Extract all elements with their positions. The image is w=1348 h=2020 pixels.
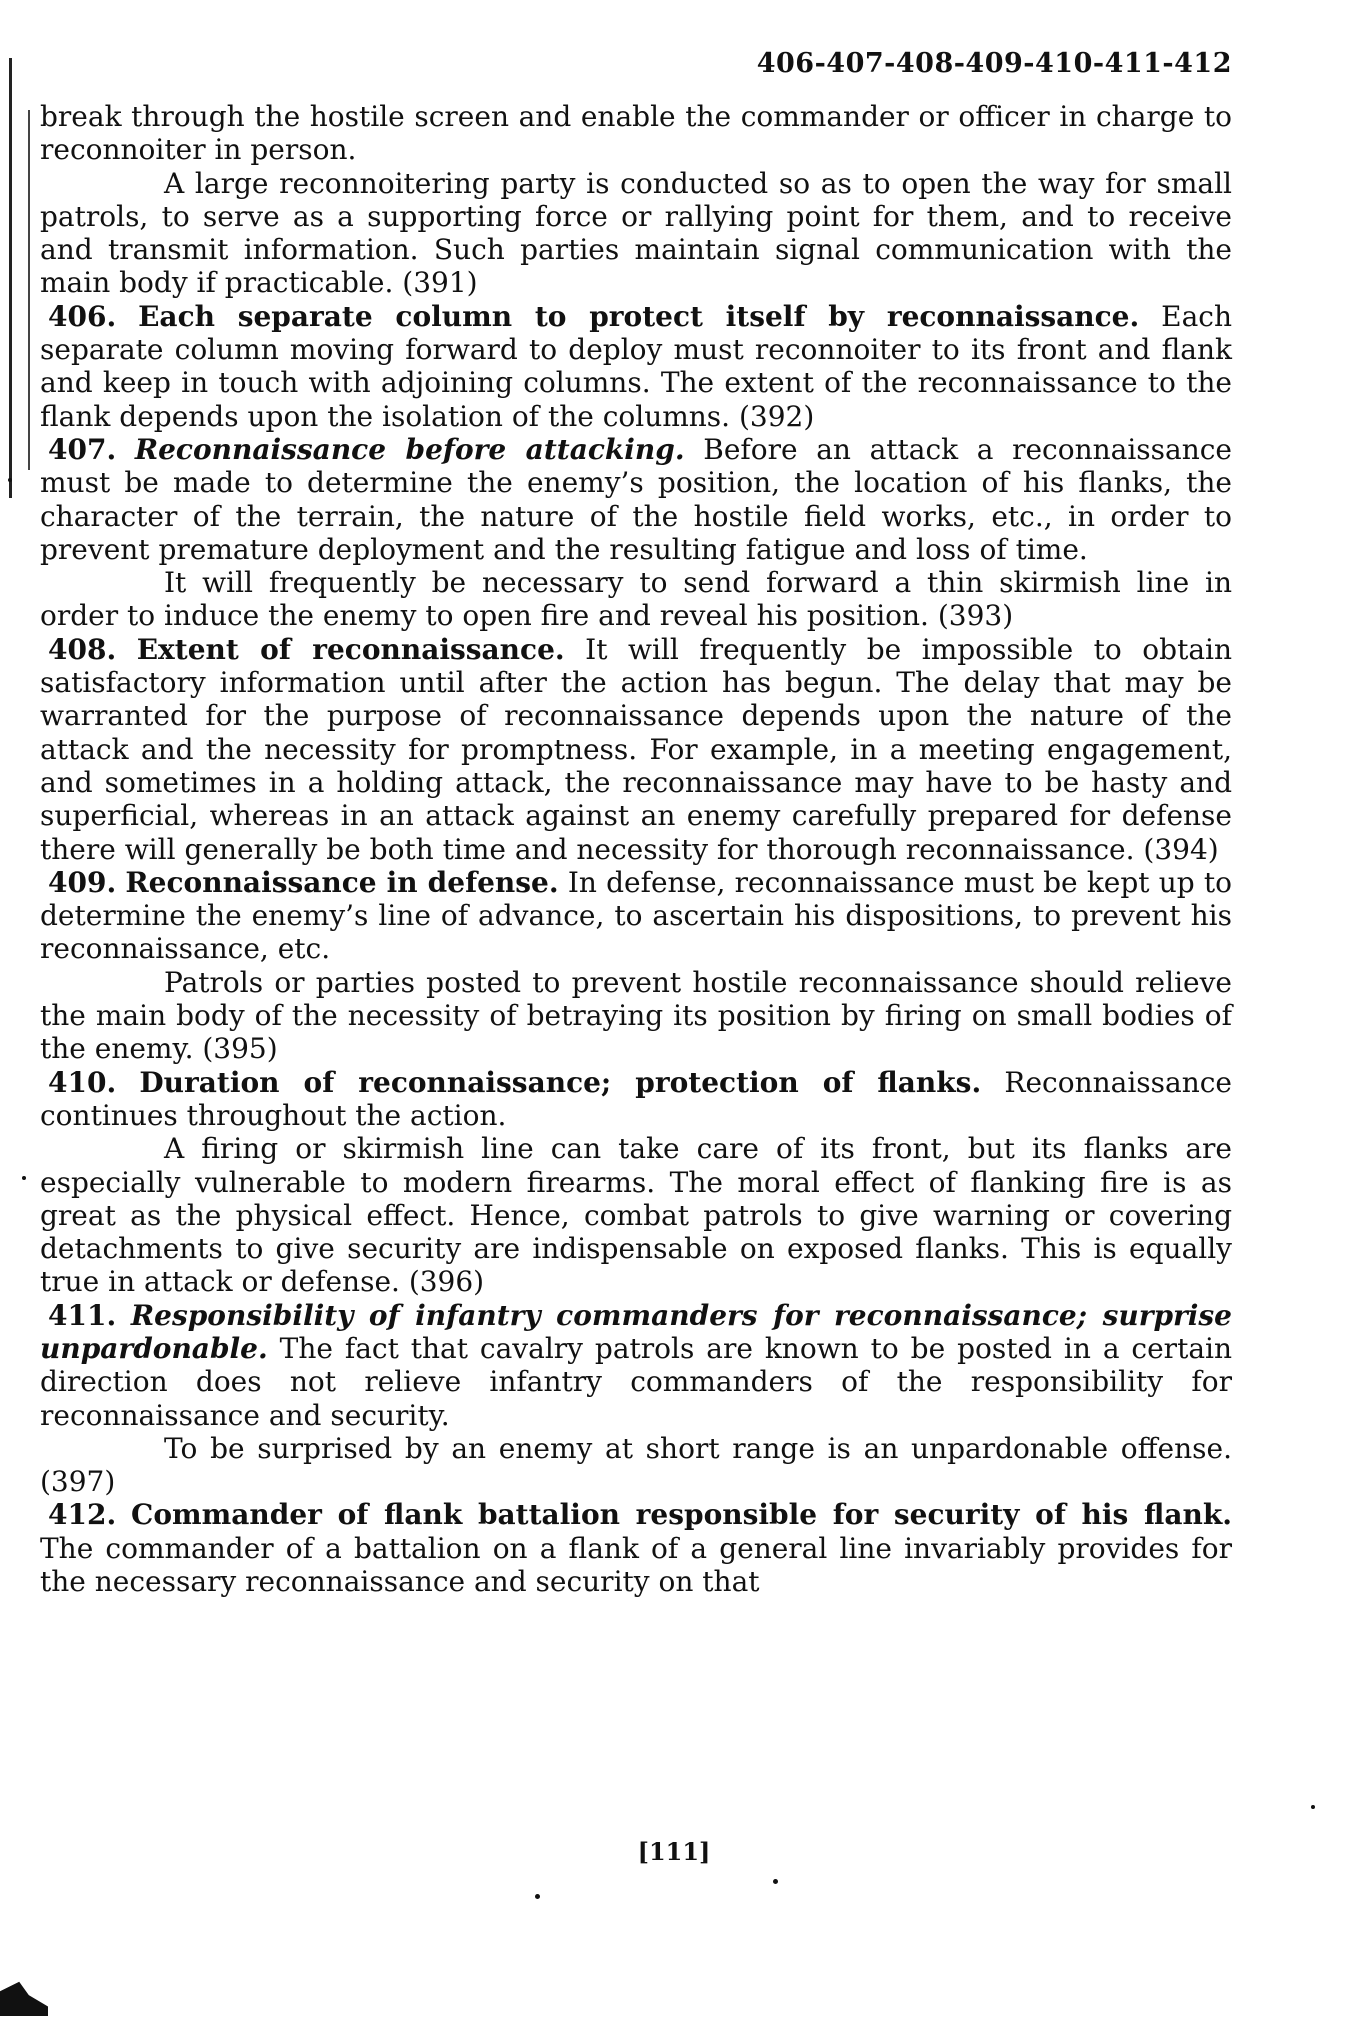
section-408 [40, 633, 1232, 866]
paragraph: Patrols or parties posted to prevent hostile reconnaissance should relieve the main body of the necessity of betraying its position by firing on small bodies of the enemy. (395) [40, 965, 1232, 1066]
section-412 [40, 1498, 1232, 1598]
section-heading: Each separate column to protect itself by reconnaissance. [138, 299, 1140, 333]
section-heading: Responsibility of infantry commanders for reconnaissance; surprise unpardonable. [40, 1298, 1232, 1365]
scan-speck [535, 1894, 540, 1899]
section-heading: Extent of reconnaissance. [136, 632, 565, 666]
section-heading: Commander of flank battalion responsible for security of his flank. [131, 1498, 1232, 1532]
section-body: Each separate column moving forward to deploy must reconnoiter to its front and flank and keep in touch with adjoining columns. The extent of the reconnaissance to the flank depends upon the isolation of the columns. (392) [40, 299, 1232, 433]
scan-speck [773, 1879, 778, 1884]
section-range-header: 406-407-408-409-410-411-412 [756, 48, 1232, 79]
paragraph: It will frequently be necessary to send forward a thin skirmish line in order to induce the enemy to open fire and reveal his position. (393) [40, 566, 1232, 633]
paragraph: A large reconnoitering party is conducted so as to open the way for small patrols, to serve as a supporting force or rallying point for them, and to receive and transmit information. Such parties maintain signal communication with the main body if practicable. (391) [40, 166, 1232, 300]
section-number: 408. [48, 632, 117, 666]
paragraph: A firing or skirmish line can take care of its front, but its flanks are especially vulnerable to modern firearms. The moral effect of flanking fire is as great as the physical effect. Hence, combat patrols to give warning or covering detachments to give security are indispensable on exposed flanks. This is equally true in attack or defense. (396) [40, 1132, 1232, 1299]
section-body: Reconnaissance continues throughout the action. [40, 1065, 1232, 1132]
scan-speck [8, 478, 12, 482]
paragraph: To be surprised by an enemy at short range is an unpardonable offense. (397) [40, 1431, 1232, 1499]
scan-speck [1311, 1805, 1315, 1809]
section-409 [40, 866, 1232, 966]
body-text [40, 100, 1232, 1598]
scan-speck [22, 1176, 26, 1180]
section-heading: Reconnaissance in defense. [125, 865, 559, 899]
scan-margin-line-inner [28, 110, 30, 470]
section-body: It will frequently be impossible to obtain satisfactory information until after the action has begun. The delay that may be warranted for the purpose of reconnaissance depends upon the nature of the attack and the necessity for promptness. For example, in a meeting engagement, and sometimes in a holding attack, the reconnaissance may have to be hasty and superficial, whereas in an attack against an enemy carefully prepared for defense there will generally be both time and necessity for thorough reconnaissance. (394) [40, 632, 1233, 866]
page-number: [111] [637, 1837, 711, 1866]
section-406 [40, 300, 1232, 433]
section-body: The fact that cavalry patrols are known to be posted in a certain direction does not relieve infantry commanders of the responsibility for reconnaissance and security. [40, 1331, 1233, 1432]
section-number: 410. [48, 1065, 117, 1099]
section-number: 411. [48, 1298, 117, 1332]
continuation-paragraph: break through the hostile screen and enable the commander or officer in charge to reconnoiter in person. [40, 100, 1232, 167]
section-411 [40, 1299, 1232, 1432]
section-number: 407. [48, 432, 117, 466]
section-body: Before an attack a reconnaissance must be made to determine the enemy’s position, the location of his flanks, the character of the terrain, the nature of the hostile field works, etc., in order to prevent premature deployment and the resulting fatigue and loss of time. [40, 432, 1232, 566]
section-heading: Duration of reconnaissance; protection of flanks. [139, 1065, 982, 1099]
section-body: In defense, reconnaissance must be kept up to determine the enemy’s line of advance, to ascertain his dispositions, to prevent his reconnaissance, etc. [40, 865, 1232, 966]
section-407 [40, 433, 1232, 566]
section-number: 412. [48, 1498, 117, 1532]
scan-margin-line [9, 58, 12, 498]
section-number: 409. [48, 865, 117, 899]
section-number: 406. [48, 299, 117, 333]
section-heading: Reconnaissance before attacking. [134, 432, 685, 466]
section-body: The commander of a battalion on a flank of a general line invariably provides for the necessary reconnaissance and security on that [40, 1531, 1232, 1599]
scan-blot [0, 1978, 48, 2016]
section-410 [40, 1066, 1232, 1133]
